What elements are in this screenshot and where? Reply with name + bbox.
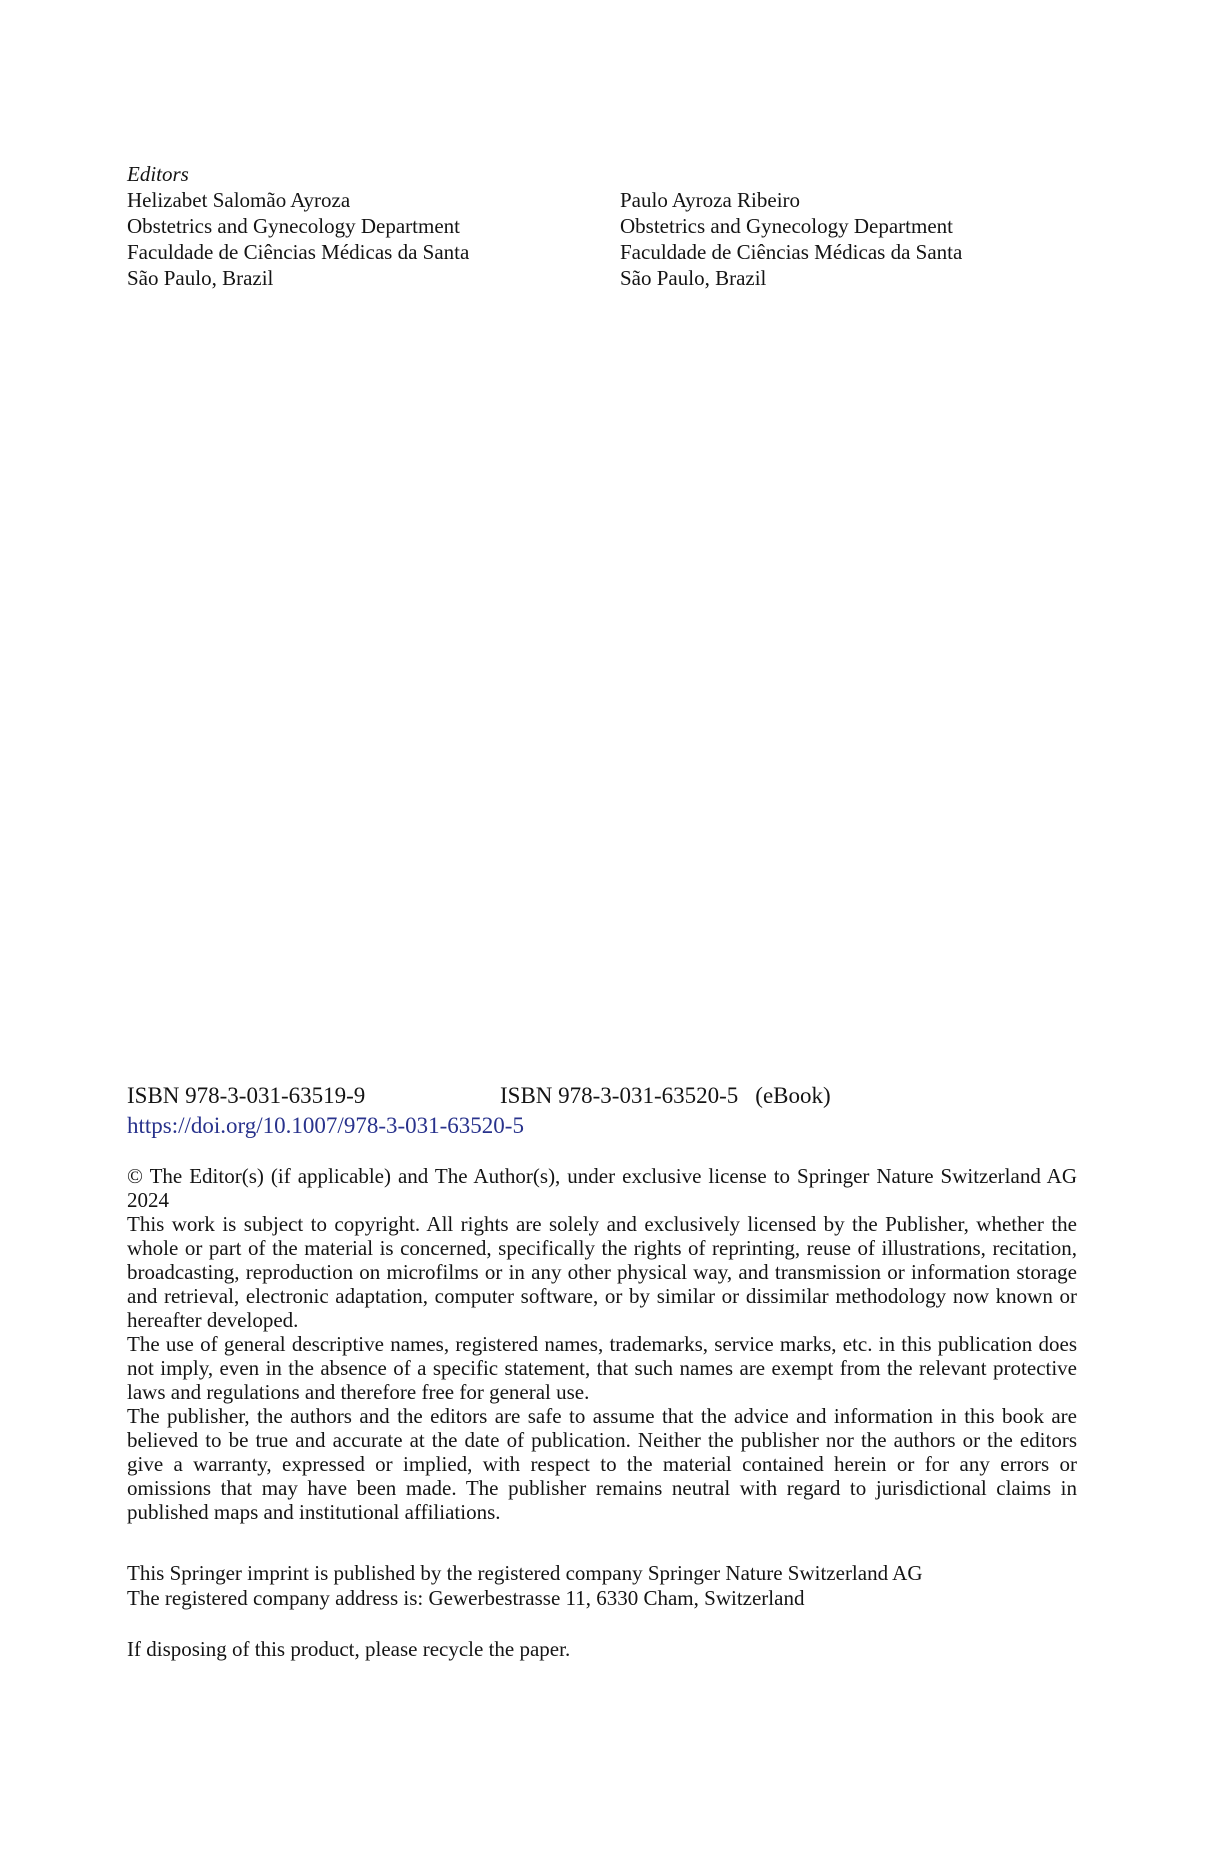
editor-right xyxy=(620,187,1077,291)
editor-department: Obstetrics and Gynecology Department xyxy=(620,214,953,238)
editor-name: Helizabet Salomão Ayroza xyxy=(127,188,351,212)
editor-location: São Paulo, Brazil xyxy=(127,266,274,290)
isbn-ebook: ISBN 978-3-031-63520-5 xyxy=(500,1083,739,1108)
rights-paragraph: This work is subject to copyright. All rights are solely and exclusively licensed by the Publisher, whether the whole or part of the material is concerned, specifically the rights of reprinting, reuse of illustrations, recitation, broadcasting, reproduction on microfilms or in any other physical way, and transmission or information storage and retrieval, electronic adaptation, computer software, or by similar or dissimilar methodology now known or hereafter developed. xyxy=(127,1212,1077,1332)
imprint-address-line: The registered company address is: Gewerbestrasse 11, 6330 Cham, Switzerland xyxy=(127,1586,805,1610)
editor-institution: Faculdade de Ciências Médicas da Santa xyxy=(127,240,470,264)
editor-institution: Faculdade de Ciências Médicas da Santa xyxy=(620,240,963,264)
isbn-print: ISBN 978-3-031-63519-9 xyxy=(127,1083,366,1108)
disclaimer-paragraph: The publisher, the authors and the editors are safe to assume that the advice and information in this book are believed to be true and accurate at the date of publication. Neither the publisher nor the authors or the editors give a warranty, expressed or implied, with respect to the material contained herein or for any errors or omissions that may have been made. The publisher remains neutral with regard to jurisdictional claims in published maps and institutional affiliations. xyxy=(127,1404,1077,1524)
recycle-note: If disposing of this product, please recycle the paper. xyxy=(127,1637,571,1661)
copyright-notice: © The Editor(s) (if applicable) and The Author(s), under exclusive license to Springer Nature Switzerland AG 2024 xyxy=(127,1164,1077,1212)
isbn-section xyxy=(127,1081,1077,1141)
editor-name: Paulo Ayroza Ribeiro xyxy=(620,188,801,212)
ebook-format-label: (eBook) xyxy=(755,1083,831,1108)
editors-section xyxy=(127,161,1077,291)
imprint-section xyxy=(127,1561,1077,1611)
editors-heading: Editors xyxy=(127,162,189,186)
trademarks-paragraph: The use of general descriptive names, registered names, trademarks, service marks, etc. in this publication does not imply, even in the absence of a specific statement, that such names are exempt from the relevant protective laws and regulations and therefore free for general use. xyxy=(127,1332,1077,1404)
editor-department: Obstetrics and Gynecology Department xyxy=(127,214,460,238)
copyright-section xyxy=(127,1164,1077,1524)
imprint-company-line: This Springer imprint is published by the registered company Springer Nature Switzerland AG xyxy=(127,1561,923,1585)
editor-location: São Paulo, Brazil xyxy=(620,266,767,290)
doi-link[interactable]: https://doi.org/10.1007/978-3-031-63520-5 xyxy=(127,1113,524,1138)
editor-left xyxy=(127,187,620,291)
editors-grid xyxy=(127,187,1077,291)
isbn-row xyxy=(127,1081,1077,1111)
